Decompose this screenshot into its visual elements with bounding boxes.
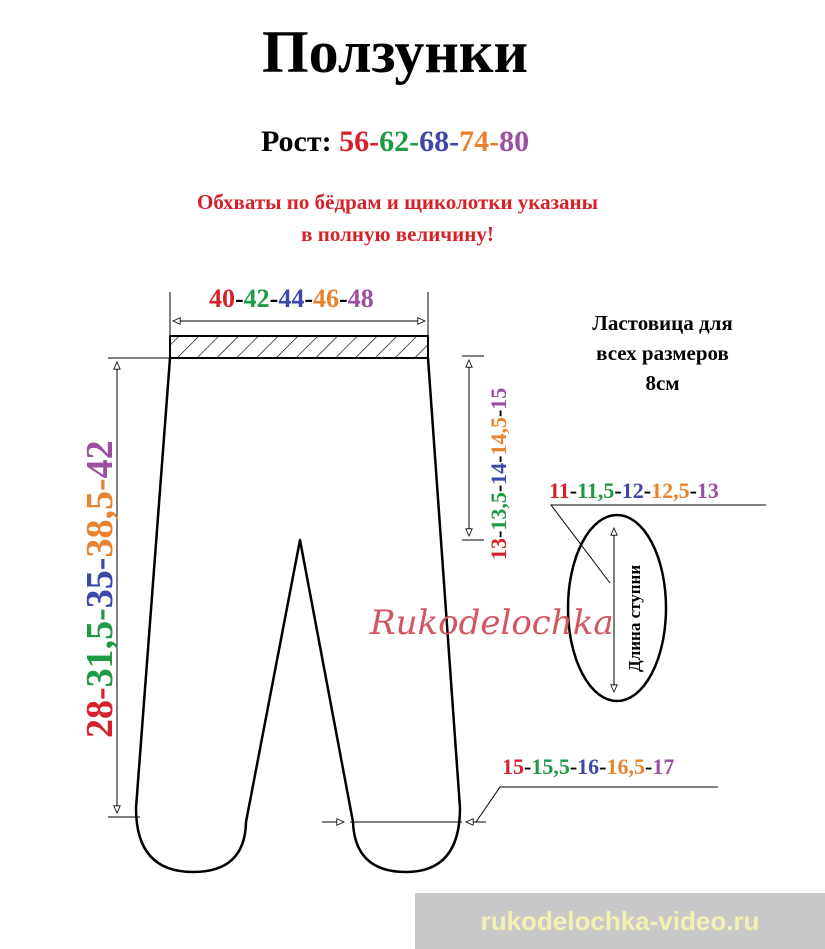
page-title: Ползунки: [261, 19, 529, 85]
rise-size-4: 14,5: [486, 417, 511, 456]
rise-size-5: 15: [486, 387, 511, 410]
watermark: Rukodelochka: [370, 603, 614, 643]
ankle-size-2: 15,5: [531, 754, 570, 779]
length-size-3: 35: [79, 570, 121, 609]
length-size-1: 28: [79, 700, 121, 738]
height-size-5: 80: [499, 125, 530, 158]
ankle-size-4: 16,5: [606, 754, 645, 779]
hip-size-1: 40: [209, 284, 235, 313]
waistband: [170, 336, 428, 358]
foot-size-1: 11: [549, 478, 570, 503]
hip-size-4: 46: [313, 284, 340, 313]
height-size-1: 56: [339, 125, 370, 158]
foot-length-label: Длина ступни: [625, 564, 644, 672]
hip-size-3: 44: [278, 284, 305, 313]
foot-length-sizes: 11-11,5-12-12,5-13: [549, 478, 719, 503]
ankle-size-5: 17: [652, 754, 675, 779]
height-size-3: 68: [419, 125, 450, 158]
ankle-leader: [476, 787, 718, 822]
foot-size-3: 12: [621, 478, 644, 503]
ankle-size-3: 16: [577, 754, 600, 779]
hip-size-5: 48: [347, 284, 374, 313]
rise-size-3: 14: [486, 462, 511, 485]
ankle-girth-sizes: 15-15,5-16-16,5-17: [502, 754, 675, 779]
hip-size-2: 42: [243, 284, 270, 313]
length-size-2: 31,5: [79, 620, 121, 688]
length-size-5: 42: [79, 440, 121, 479]
foot-leader: [551, 505, 766, 583]
gusset-line-2: всех размеров: [596, 341, 729, 365]
hip-girth-sizes: 40-42-44-46-48: [209, 284, 374, 313]
ankle-size-1: 15: [502, 754, 524, 779]
gusset-line-1: Ластовица для: [592, 311, 733, 335]
height-size-4: 74: [459, 125, 490, 158]
foot-size-5: 13: [696, 478, 719, 503]
rise-size-2: 13,5: [486, 492, 511, 531]
gusset-line-3: 8см: [645, 371, 680, 395]
length-size-4: 38,5: [79, 491, 121, 558]
note-line-2: в полную величину!: [301, 222, 494, 246]
note-line-1: Обхваты по бёдрам и щиколотки указаны: [196, 190, 599, 214]
foot-size-4: 12,5: [651, 478, 690, 503]
total-length-sizes: 28-31,5-35-38,5-42: [79, 440, 121, 738]
foot-size-2: 11,5: [577, 478, 615, 503]
height-size-2: 62: [379, 125, 410, 158]
rise-size-1: 13: [486, 538, 511, 560]
rise-length-sizes: 13-13,5-14-14,5-15: [486, 387, 511, 560]
height-label: Рост:: [260, 125, 340, 158]
footer-site-link[interactable]: rukodelochka-video.ru: [480, 906, 760, 936]
height-sizes: Рост: 56-62-68-74-80: [260, 125, 530, 158]
